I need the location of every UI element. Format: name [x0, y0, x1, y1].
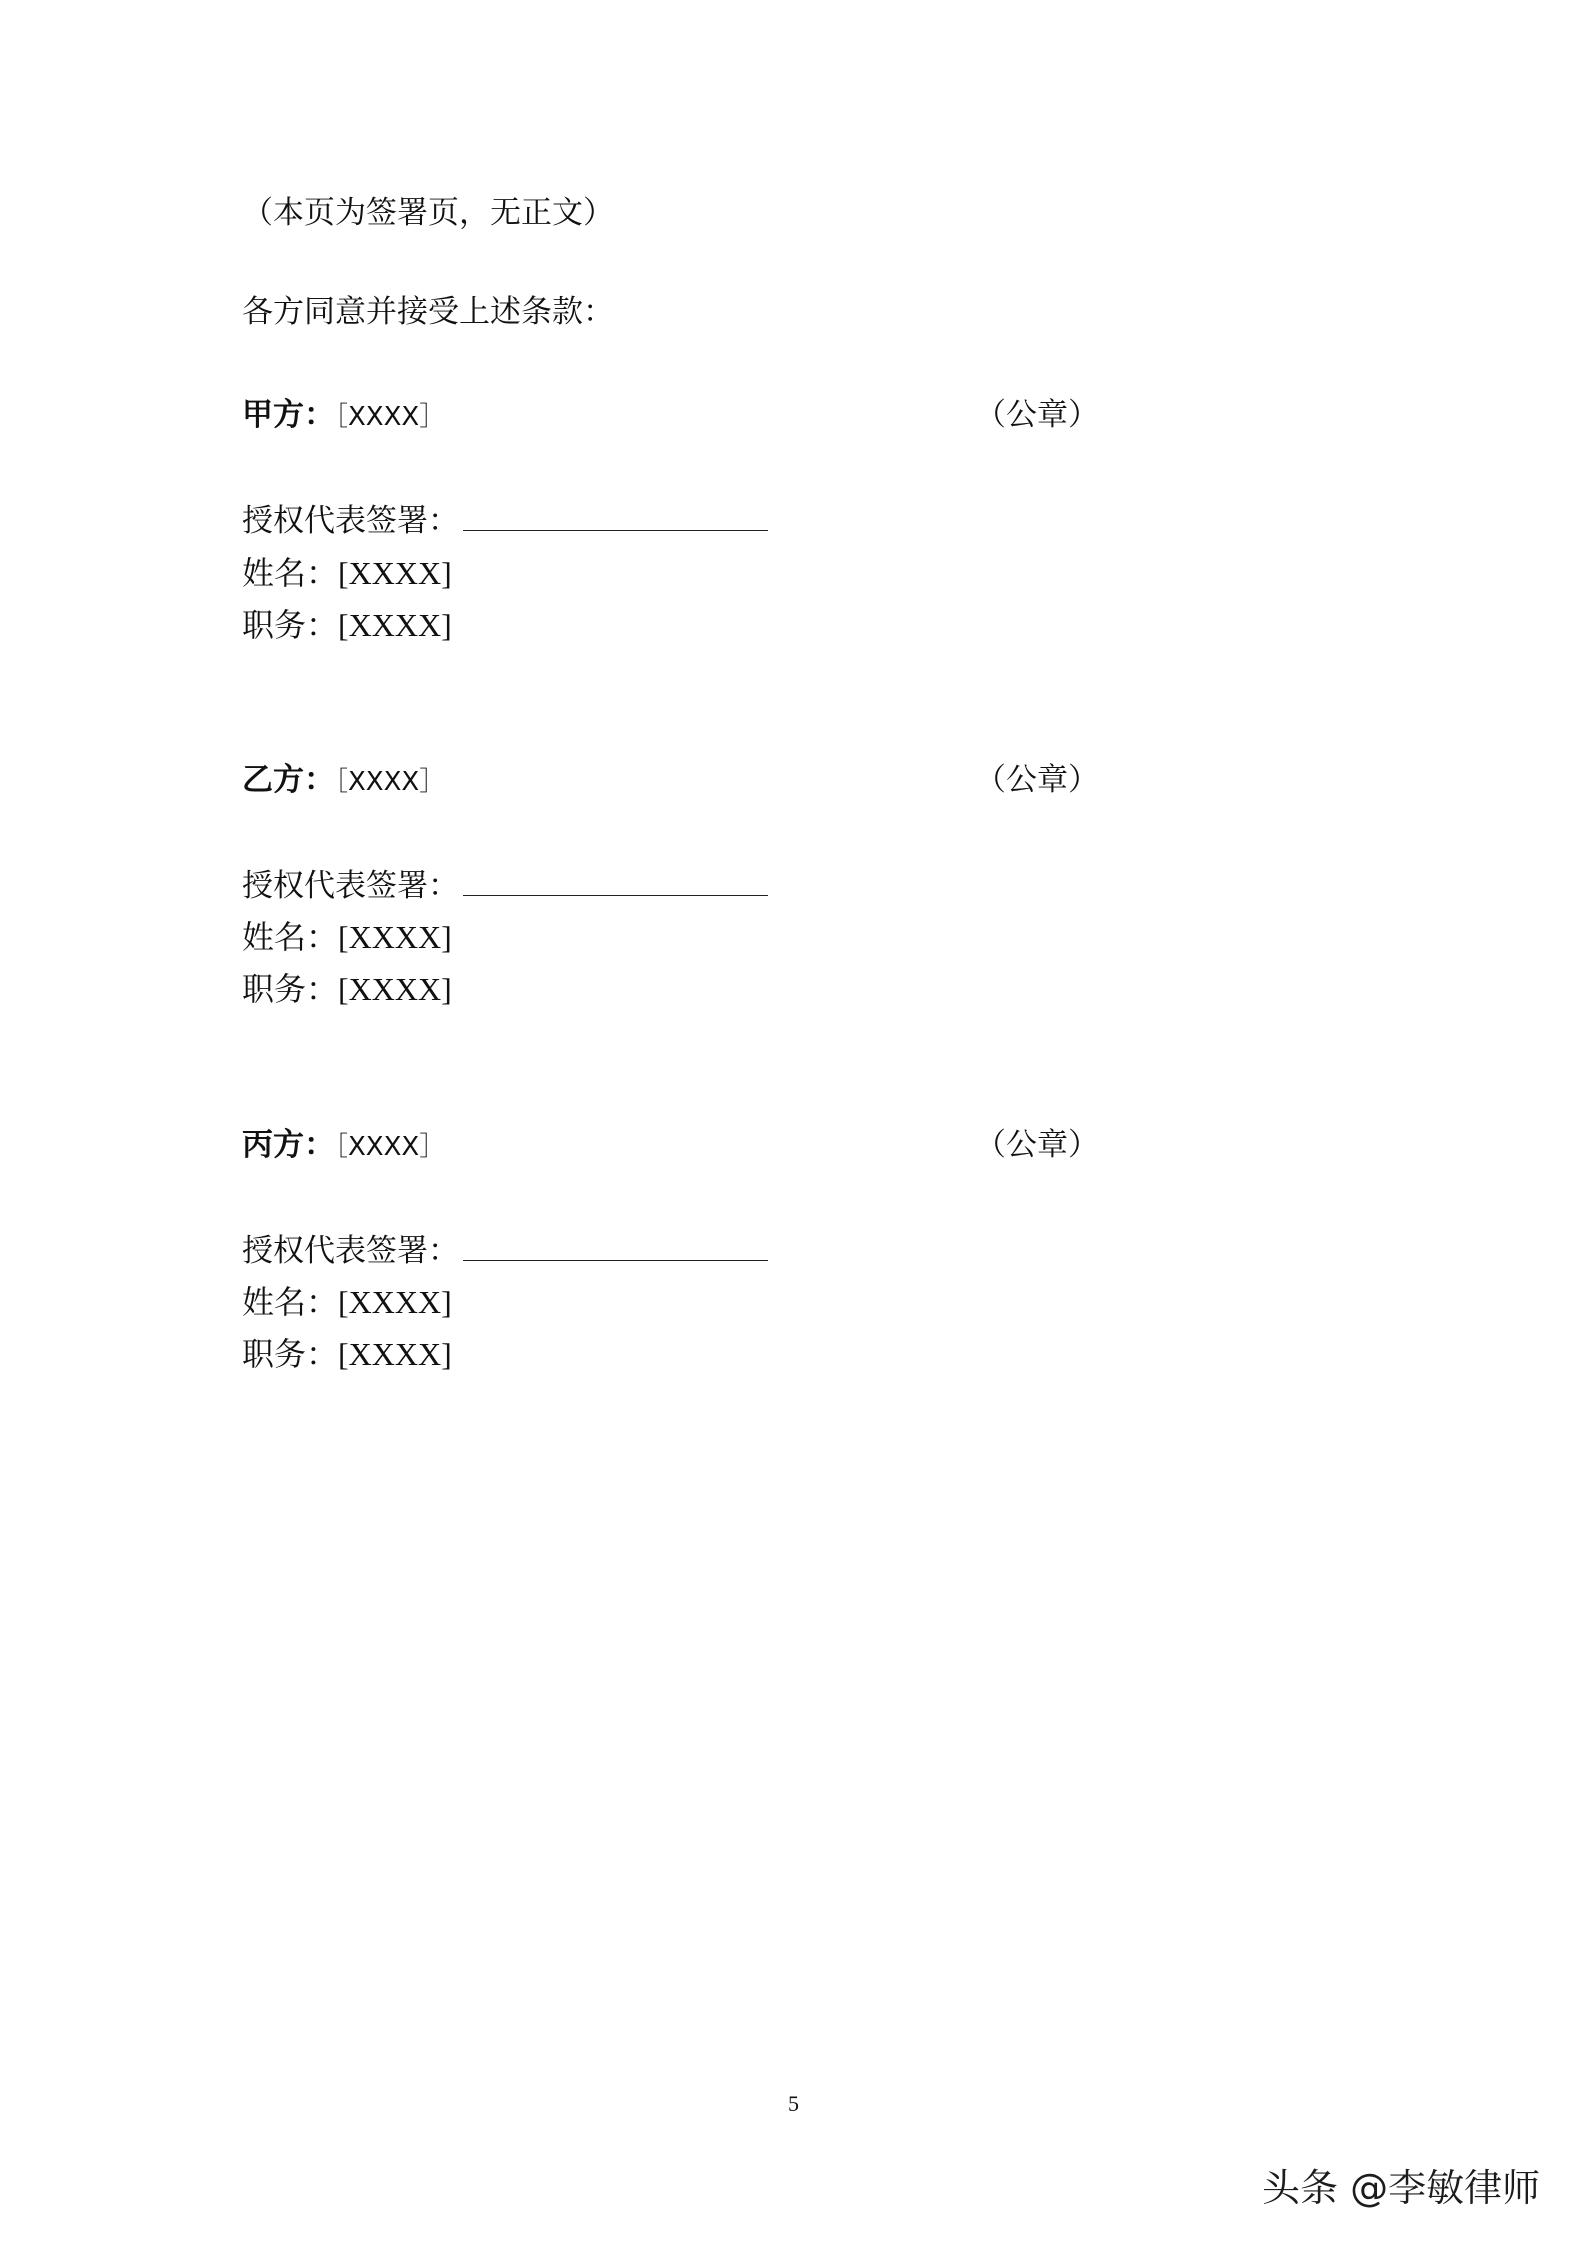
party-c-signature-line[interactable]	[463, 1230, 768, 1261]
party-c-seal: （公章）	[975, 1127, 1099, 1163]
page-number: 5	[788, 2091, 799, 2116]
party-a-title-row: 职务：[XXXX]	[242, 607, 452, 643]
party-a-name-row: 姓名：[XXXX]	[242, 555, 452, 591]
party-a-signature-label: 授权代表签署：	[242, 503, 459, 539]
agreement-intro: 各方同意并接受上述条款：	[242, 294, 614, 330]
party-a-label: 甲方：	[242, 397, 335, 433]
party-b-value: ［XXXX］	[335, 767, 446, 797]
party-b-signature-label: 授权代表签署：	[242, 868, 459, 904]
party-a-signature-line[interactable]	[463, 500, 768, 531]
party-a-seal: （公章）	[975, 397, 1099, 433]
party-c-name-row: 姓名：[XXXX]	[242, 1284, 452, 1320]
page-note: （本页为签署页，无正文）	[242, 195, 614, 231]
party-a-signature-row	[242, 500, 768, 541]
party-c-signature-row	[242, 1230, 768, 1271]
party-c-value: ［XXXX］	[335, 1132, 446, 1162]
party-b-label: 乙方：	[242, 762, 335, 798]
party-b-name-row: 姓名：[XXXX]	[242, 919, 452, 955]
party-b-signature-row	[242, 865, 768, 906]
party-a-heading	[242, 395, 445, 437]
party-b-seal: （公章）	[975, 762, 1099, 798]
watermark: 头条 @李敏律师	[1262, 2166, 1541, 2210]
party-a-value: ［XXXX］	[335, 402, 446, 432]
party-b-title-row: 职务：[XXXX]	[242, 971, 452, 1007]
party-b-signature-line[interactable]	[463, 865, 768, 896]
party-c-label: 丙方：	[242, 1127, 335, 1163]
party-c-heading	[242, 1125, 445, 1167]
party-c-title-row: 职务：[XXXX]	[242, 1336, 452, 1372]
party-c-signature-label: 授权代表签署：	[242, 1233, 459, 1269]
party-b-heading	[242, 760, 445, 802]
